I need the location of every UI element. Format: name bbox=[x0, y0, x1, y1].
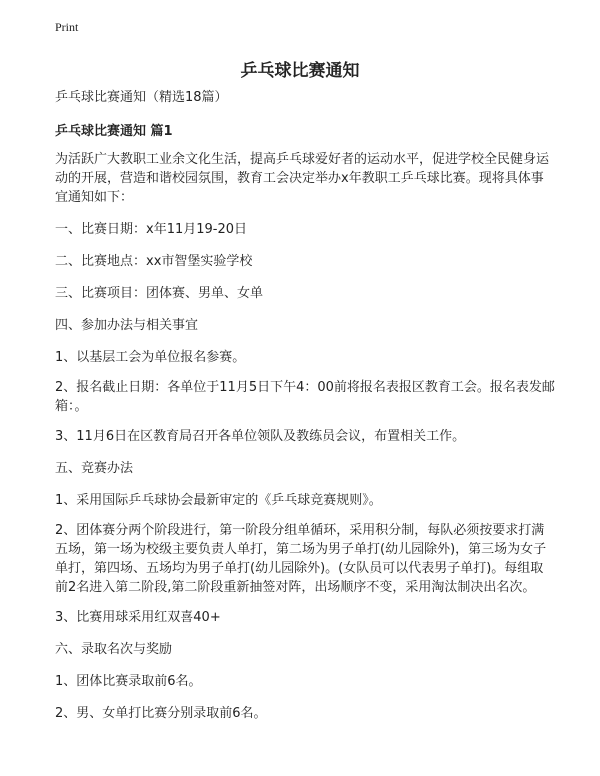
chapter-heading: 乒乓球比赛通知 篇1 bbox=[55, 124, 173, 139]
section-rules: 五、竞赛办法 bbox=[55, 461, 134, 476]
participation-item-3: 3、11月6日在区教育局召开各单位领队及教练员会议，布置相关工作。 bbox=[55, 429, 466, 444]
page-title: 乒乓球比赛通知 bbox=[240, 61, 360, 81]
rules-item-1: 1、采用国际乒乓球协会最新审定的《乒乓球竞赛规则》。 bbox=[55, 493, 382, 508]
section-participation: 四、参加办法与相关事宜 bbox=[55, 318, 199, 333]
intro-paragraph: 为活跃广大教职工业余文化生活，提高乒乓球爱好者的运动水平，促进学校全民健身运动的开展，营造和谐校园氛围，教育工会决定举办x年教职工乒乓球比赛。现将具体事宜通知如下： bbox=[55, 152, 550, 205]
article-subtitle: 乒乓球比赛通知（精选18篇） bbox=[55, 90, 228, 105]
item-date: 一、比赛日期：x年11月19-20日 bbox=[55, 222, 248, 237]
print-link[interactable]: Print bbox=[55, 20, 79, 34]
rules-item-2: 2、团体赛分两个阶段进行，第一阶段分组单循环，采用积分制，每队必须按要求打满五场，第一场为校级主要负责人单打，第二场为男子单打(幼儿园除外)，第三场为女子单打，第四场、五场均为男子单打(幼儿园除外)。(女队员可以代表男子单打)。每组取前2名进入第二阶段,第二阶段重新抽签对阵，出场顺序不变，采用淘汰制决出名次。 bbox=[55, 523, 547, 595]
section-awards: 六、录取名次与奖励 bbox=[55, 642, 173, 657]
rules-item-3: 3、比赛用球采用红双喜40+ bbox=[55, 610, 221, 625]
participation-item-1: 1、以基层工会为单位报名参赛。 bbox=[55, 350, 246, 365]
article-body bbox=[55, 88, 555, 723]
participation-item-2: 2、报名截止日期：各单位于11月5日下午4：00前将报名表报区教育工会。报名表发邮箱：。 bbox=[55, 380, 555, 414]
awards-item-1: 1、团体比赛录取前6名。 bbox=[55, 674, 202, 689]
item-events: 三、比赛项目：团体赛、男单、女单 bbox=[55, 286, 264, 301]
item-venue: 二、比赛地点：xx市智堡实验学校 bbox=[55, 254, 253, 269]
awards-item-2: 2、男、女单打比赛分别录取前6名。 bbox=[55, 706, 267, 721]
